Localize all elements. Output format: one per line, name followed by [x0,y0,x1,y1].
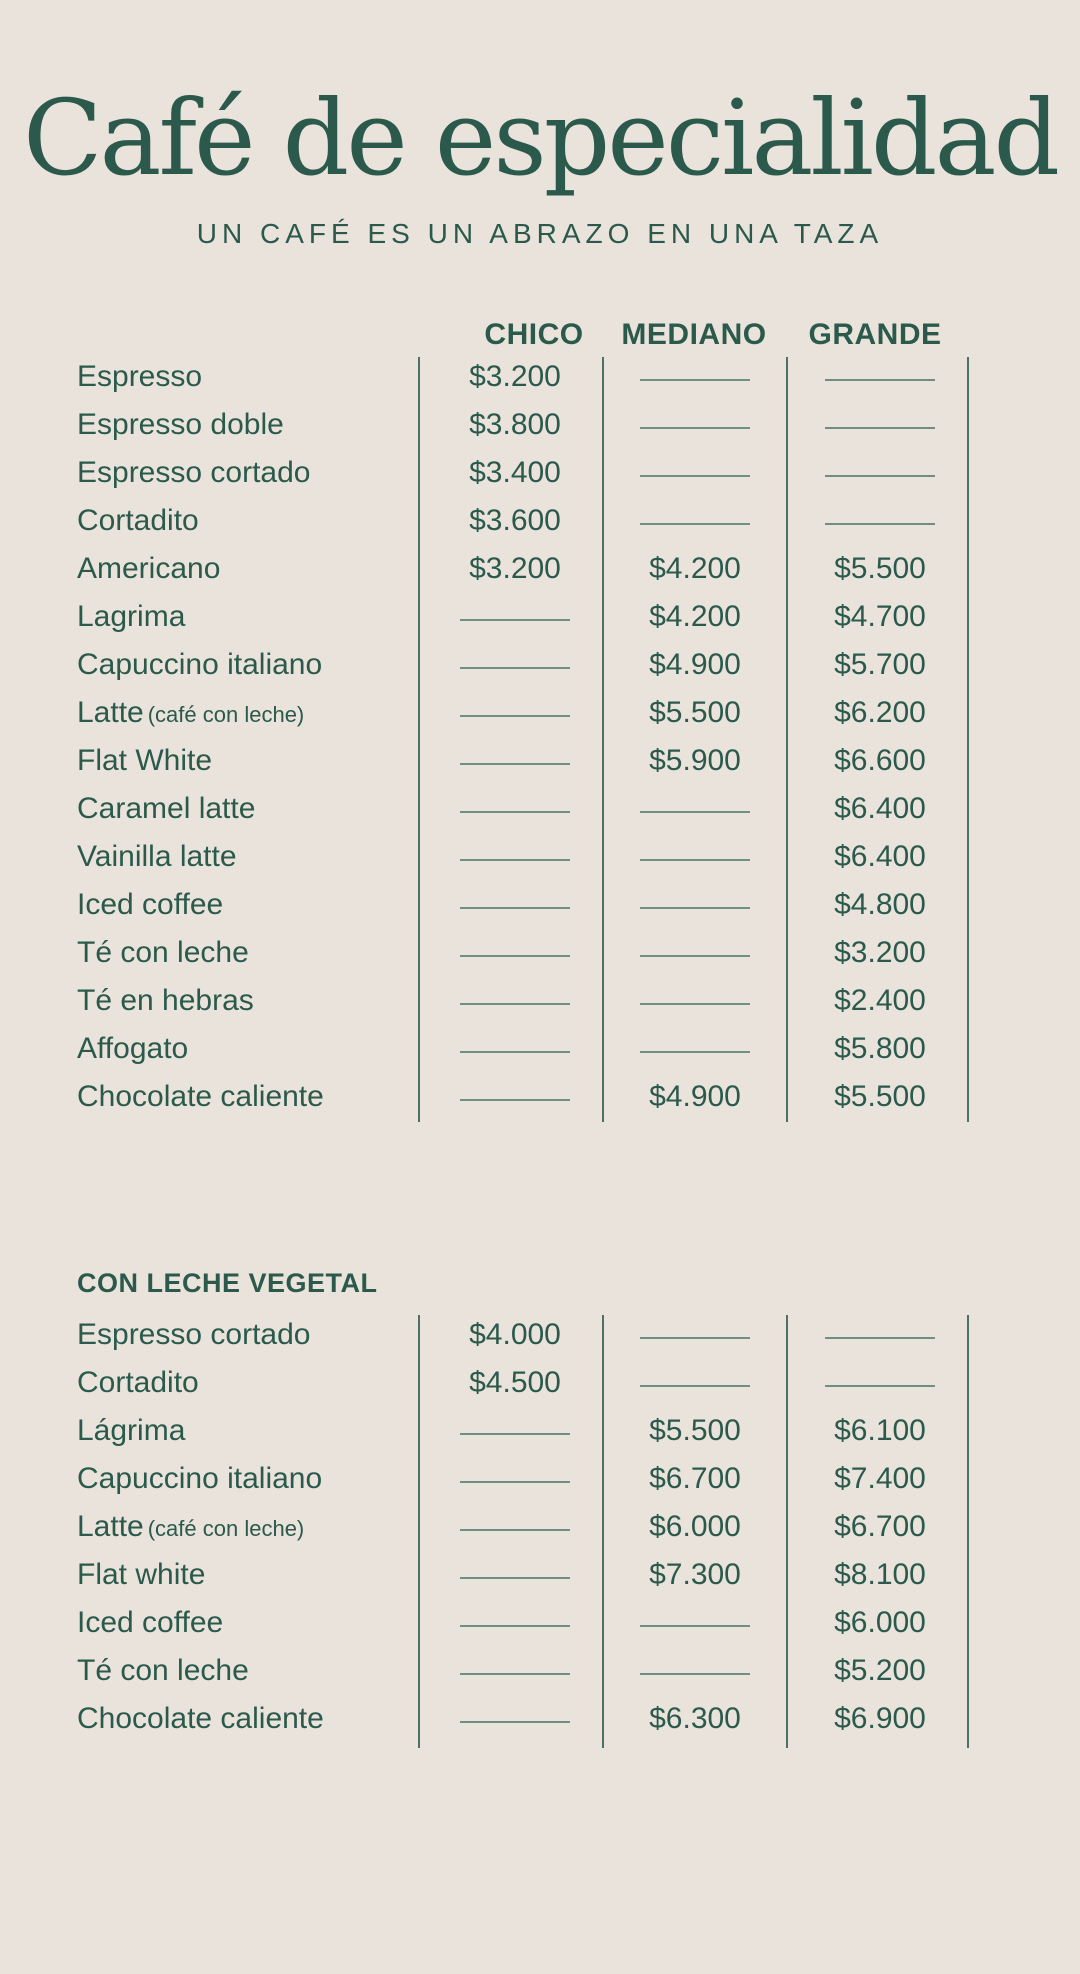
empty-price-dash [460,715,570,717]
price: $4.200 [649,552,741,585]
price-cell [440,689,590,737]
price-cell [620,1455,770,1503]
price-cell [440,545,590,593]
price-cell [805,1599,955,1647]
empty-price-dash [825,523,935,525]
section-title-vegetal: CON LECHE VEGETAL [77,1268,378,1298]
item-name [77,449,314,499]
price: $7.300 [649,1558,741,1591]
price-cell [620,1407,770,1455]
price: $7.400 [834,1462,926,1495]
price-cell [620,1503,770,1551]
price: $6.400 [834,840,926,873]
item-name-text: Espresso cortado [77,1318,311,1351]
price-cell [805,737,955,785]
empty-price-dash [640,475,750,477]
item-name [77,1551,209,1601]
price: $5.500 [649,1414,741,1447]
empty-price-dash [460,1481,570,1483]
price-cell [440,1551,590,1599]
menu-row [0,785,1080,833]
item-name-text: Capuccino italiano [77,1462,323,1495]
price-cell [620,833,770,881]
item-name-text: Affogato [77,1032,189,1065]
item-name [77,1503,304,1553]
price-cell [620,641,770,689]
item-note: (café con leche) [147,1516,305,1541]
vegetal-menu-row [0,1407,1080,1455]
empty-price-dash [640,859,750,861]
item-name-text: Iced coffee [77,1606,224,1639]
item-name [77,641,326,691]
empty-price-dash [640,1003,750,1005]
price-cell [620,1025,770,1073]
price-cell [440,497,590,545]
item-name-text: Cortadito [77,504,199,537]
item-name-text: Chocolate caliente [77,1080,324,1113]
empty-price-dash [460,1003,570,1005]
item-name [77,1455,326,1505]
price: $4.200 [649,600,741,633]
menu-row [0,929,1080,977]
price: $4.700 [834,600,926,633]
price: $3.200 [834,936,926,969]
item-name [77,689,304,739]
price-cell [440,353,590,401]
item-name-text: Flat White [77,744,213,777]
vegetal-menu-row [0,1455,1080,1503]
price-cell [620,977,770,1025]
price: $4.500 [469,1366,561,1399]
empty-price-dash [460,859,570,861]
page-title: Café de especialidad [22,77,1058,199]
empty-price-dash [460,619,570,621]
price: $4.800 [834,888,926,921]
price-cell [440,1599,590,1647]
price-cell [440,449,590,497]
price-cell [805,1551,955,1599]
item-name [77,881,227,931]
menu-row [0,1073,1080,1121]
empty-price-dash [460,1721,570,1723]
price-cell [805,1359,955,1407]
item-name [77,785,259,835]
empty-price-dash [640,907,750,909]
item-name-text: Té en hebras [77,984,254,1017]
price-cell [440,1359,590,1407]
empty-price-dash [640,1625,750,1627]
menu-row [0,593,1080,641]
empty-price-dash [640,379,750,381]
item-name-text: Capuccino italiano [77,648,323,681]
item-name-text: Vainilla latte [77,840,237,873]
price-cell [440,401,590,449]
empty-price-dash [825,1385,935,1387]
price-cell [805,833,955,881]
item-name [77,1073,328,1123]
menu-row [0,353,1080,401]
price: $6.600 [834,744,926,777]
item-name-text: Americano [77,552,221,585]
empty-price-dash [640,1385,750,1387]
item-name [77,1599,227,1649]
price-cell [805,641,955,689]
price-cell [805,929,955,977]
price-cell [805,1025,955,1073]
menu-row [0,1025,1080,1073]
item-name [77,929,253,979]
price: $6.400 [834,792,926,825]
price-cell [805,401,955,449]
price-cell [805,1503,955,1551]
vegetal-menu-row [0,1503,1080,1551]
empty-price-dash [460,763,570,765]
price: $5.900 [649,744,741,777]
menu-row [0,449,1080,497]
empty-price-dash [640,1337,750,1339]
price: $4.900 [649,648,741,681]
price: $6.700 [834,1510,926,1543]
price: $6.200 [834,696,926,729]
item-name-text: Té con leche [77,1654,249,1687]
price-cell [620,1359,770,1407]
item-name-text: Caramel latte [77,792,256,825]
price-cell [620,929,770,977]
empty-price-dash [825,379,935,381]
price: $4.000 [469,1318,561,1351]
item-name [77,1311,314,1361]
price-cell [620,593,770,641]
price: $3.200 [469,552,561,585]
price-cell [440,1455,590,1503]
menu-row [0,689,1080,737]
empty-price-dash [460,1099,570,1101]
item-name-text: Espresso [77,360,203,393]
price-cell [805,1407,955,1455]
price: $5.500 [834,552,926,585]
price-cell [805,1073,955,1121]
item-name [77,593,189,643]
item-name [77,1647,253,1697]
price: $6.300 [649,1702,741,1735]
column-header-mediano: MEDIANO [621,318,767,351]
item-name [77,353,206,403]
price-cell [440,1025,590,1073]
price-cell [805,977,955,1025]
menu-row [0,641,1080,689]
empty-price-dash [640,811,750,813]
empty-price-dash [825,1337,935,1339]
price: $6.900 [834,1702,926,1735]
price-cell [620,737,770,785]
empty-price-dash [460,907,570,909]
price-cell [805,545,955,593]
price-cell [440,593,590,641]
item-name [77,497,203,547]
price-cell [620,1551,770,1599]
item-name [77,977,258,1027]
price-cell [440,833,590,881]
menu-row [0,545,1080,593]
price-cell [440,1503,590,1551]
price: $3.600 [469,504,561,537]
price-cell [620,881,770,929]
vegetal-menu-row [0,1311,1080,1359]
price: $3.200 [469,360,561,393]
item-name [77,1025,192,1075]
price-cell [440,1407,590,1455]
empty-price-dash [825,475,935,477]
column-header-grande: GRANDE [808,318,942,351]
item-name [77,401,288,451]
price-cell [620,449,770,497]
item-name-text: Latte [77,696,144,729]
price-cell [440,929,590,977]
vegetal-menu-row [0,1647,1080,1695]
item-name [77,545,224,595]
price-cell [440,785,590,833]
price-cell [620,1073,770,1121]
vegetal-menu-row [0,1359,1080,1407]
price-cell [805,1311,955,1359]
price-cell [620,353,770,401]
price-cell [440,1311,590,1359]
page-subtitle: UN CAFÉ ES UN ABRAZO EN UNA TAZA [196,218,884,249]
menu-row [0,833,1080,881]
empty-price-dash [460,667,570,669]
item-name-text: Lagrima [77,600,186,633]
price: $5.800 [834,1032,926,1065]
price-cell [440,641,590,689]
price-cell [620,545,770,593]
item-name-text: Espresso doble [77,408,284,441]
price: $5.500 [649,696,741,729]
menu-row [0,737,1080,785]
price: $4.900 [649,1080,741,1113]
price: $5.200 [834,1654,926,1687]
price-cell [440,737,590,785]
item-name [77,1407,189,1457]
price-cell [440,1695,590,1743]
item-name [77,833,241,883]
price-cell [620,1311,770,1359]
empty-price-dash [640,955,750,957]
price-cell [440,881,590,929]
price: $3.800 [469,408,561,441]
price-cell [620,689,770,737]
price: $5.500 [834,1080,926,1113]
empty-price-dash [640,1673,750,1675]
price-cell [620,785,770,833]
price-cell [440,977,590,1025]
item-name-text: Latte [77,1510,144,1543]
price: $2.400 [834,984,926,1017]
price-cell [805,1455,955,1503]
menu-row [0,497,1080,545]
menu-row [0,401,1080,449]
price-cell [805,881,955,929]
price-cell [805,449,955,497]
empty-price-dash [640,1051,750,1053]
price: $8.100 [834,1558,926,1591]
price: $3.400 [469,456,561,489]
menu-row [0,977,1080,1025]
vegetal-menu-row [0,1695,1080,1743]
price-cell [620,1695,770,1743]
item-note: (café con leche) [147,702,305,727]
item-name [77,737,216,787]
price: $6.000 [649,1510,741,1543]
item-name-text: Iced coffee [77,888,224,921]
price-cell [805,689,955,737]
price-cell [805,785,955,833]
price: $6.000 [834,1606,926,1639]
menu-row [0,881,1080,929]
vegetal-menu-row [0,1551,1080,1599]
price-cell [620,401,770,449]
price-cell [805,497,955,545]
price-cell [620,1647,770,1695]
item-name-text: Chocolate caliente [77,1702,324,1735]
price: $6.700 [649,1462,741,1495]
item-name-text: Espresso cortado [77,456,311,489]
item-name-text: Cortadito [77,1366,199,1399]
price-cell [805,1695,955,1743]
price-cell [805,1647,955,1695]
vegetal-menu-row [0,1599,1080,1647]
item-name-text: Lágrima [77,1414,186,1447]
empty-price-dash [640,427,750,429]
price-cell [440,1647,590,1695]
empty-price-dash [460,1577,570,1579]
item-name [77,1695,328,1745]
price-cell [620,497,770,545]
empty-price-dash [460,1433,570,1435]
empty-price-dash [825,427,935,429]
price-cell [440,1073,590,1121]
empty-price-dash [460,1051,570,1053]
item-name-text: Té con leche [77,936,249,969]
price: $5.700 [834,648,926,681]
item-name-text: Flat white [77,1558,206,1591]
price-cell [805,593,955,641]
price-cell [620,1599,770,1647]
empty-price-dash [460,1625,570,1627]
empty-price-dash [460,1529,570,1531]
item-name [77,1359,203,1409]
empty-price-dash [460,1673,570,1675]
column-header-chico: CHICO [484,318,584,351]
price: $6.100 [834,1414,926,1447]
price-cell [805,353,955,401]
empty-price-dash [640,523,750,525]
empty-price-dash [460,811,570,813]
empty-price-dash [460,955,570,957]
